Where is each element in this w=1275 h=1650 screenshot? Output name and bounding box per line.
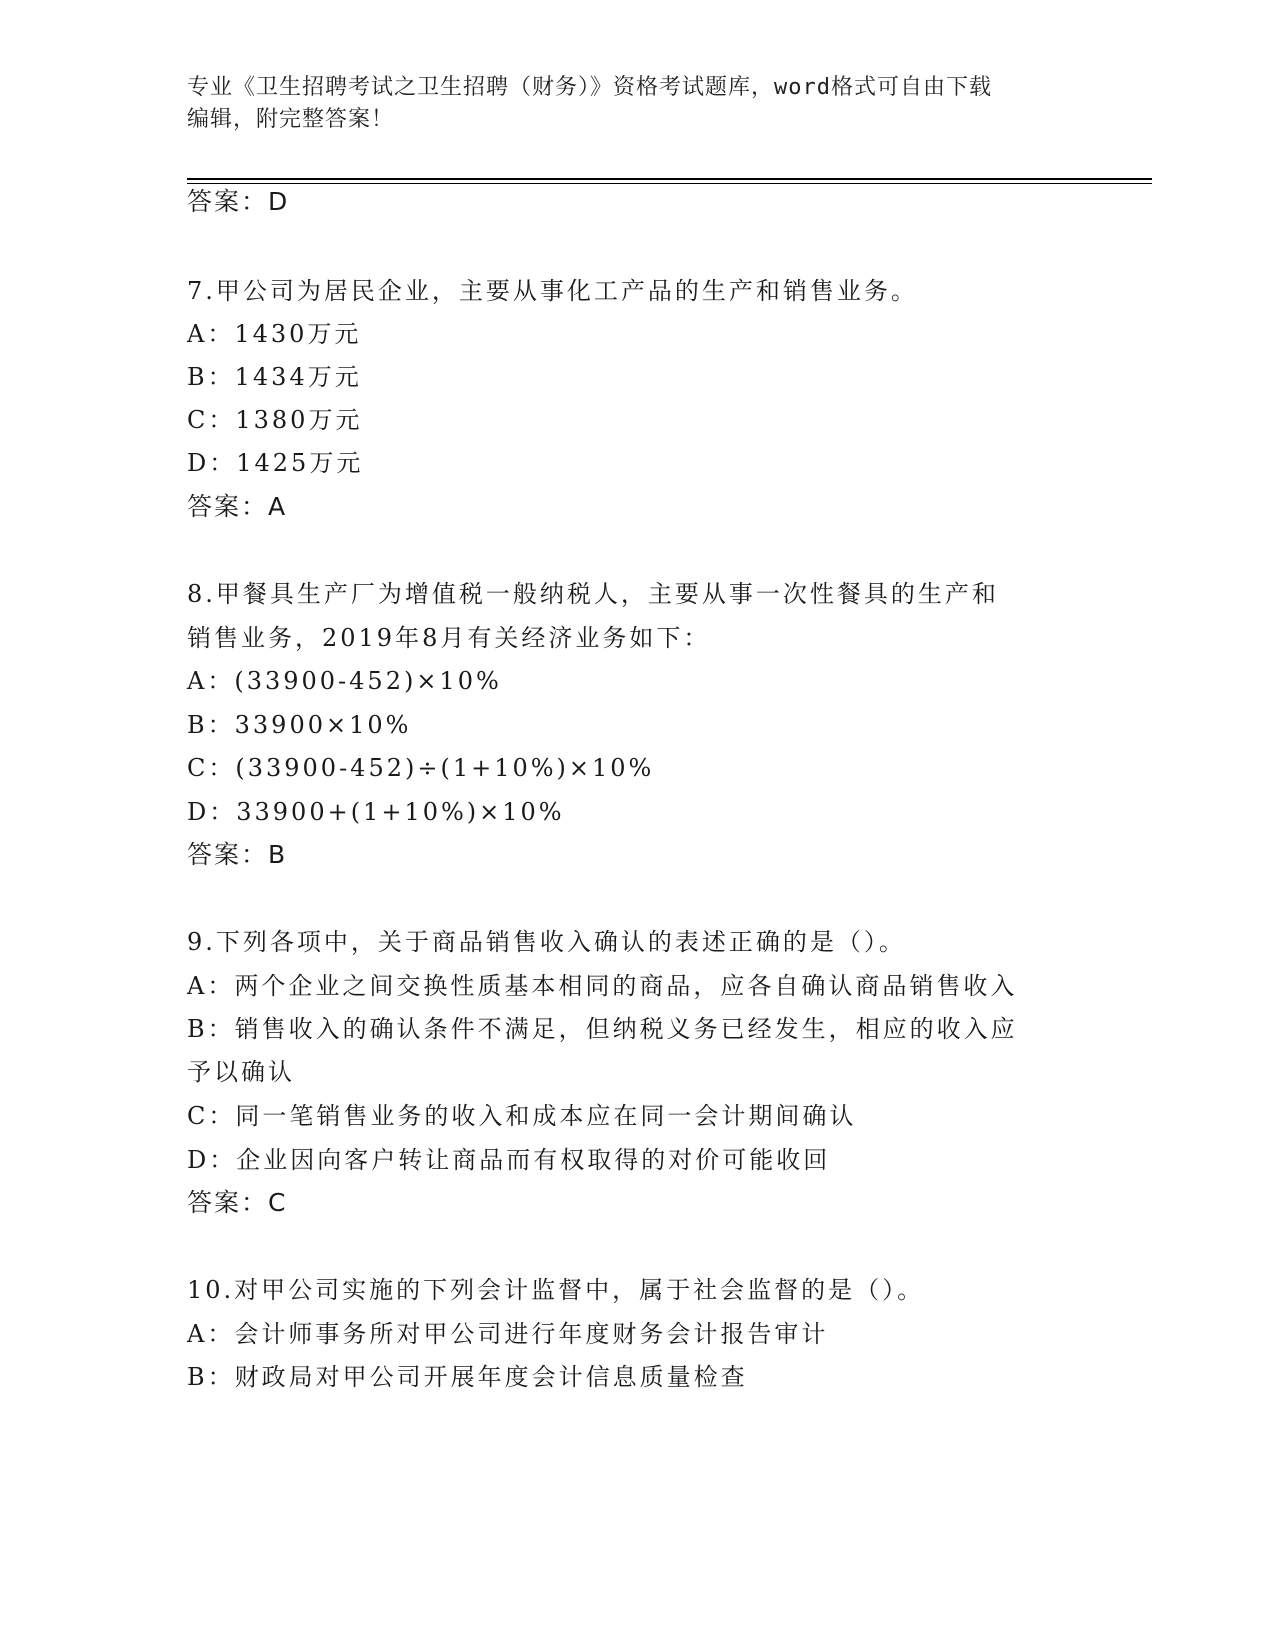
option-line: C：(33900-452)÷(1+10%)×10% [187, 754, 655, 782]
answer-line: 答案：D [187, 187, 290, 216]
question-line: 销售业务，2019年8月有关经济业务如下： [187, 624, 711, 652]
option-line: C：同一笔销售业务的收入和成本应在同一会计期间确认 [187, 1102, 857, 1130]
question-line: 7.甲公司为居民企业，主要从事化工产品的生产和销售业务。 [187, 277, 918, 305]
question-line: 9.下列各项中，关于商品销售收入确认的表述正确的是（）。 [187, 928, 906, 956]
question-line: 8.甲餐具生产厂为增值税一般纳税人，主要从事一次性餐具的生产和 [187, 580, 999, 608]
option-line: 予以确认 [187, 1058, 295, 1086]
option-line: A：两个企业之间交换性质基本相同的商品，应各自确认商品销售收入 [187, 972, 1018, 1000]
option-line: B：销售收入的确认条件不满足，但纳税义务已经发生，相应的收入应 [187, 1015, 1018, 1043]
option-line: A：(33900-452)×10% [187, 667, 502, 695]
option-line: B：1434万元 [187, 363, 362, 391]
option-line: B：33900×10% [187, 711, 412, 739]
answer-line: 答案：B [187, 840, 288, 869]
option-line: A：会计师事务所对甲公司进行年度财务会计报告审计 [187, 1320, 829, 1348]
header-rule-thick [187, 178, 1152, 180]
option-line: D：1425万元 [187, 449, 364, 477]
answer-line: 答案：C [187, 1188, 288, 1217]
option-line: D：33900+(1+10%)×10% [187, 798, 565, 826]
option-line: C：1380万元 [187, 406, 363, 434]
header-rule-thin [187, 183, 1152, 184]
option-line: A：1430万元 [187, 320, 362, 348]
option-line: B：财政局对甲公司开展年度会计信息质量检查 [187, 1363, 748, 1391]
option-line: D：企业因向客户转让商品而有权取得的对价可能收回 [187, 1146, 831, 1174]
header-line-1: 专业《卫生招聘考试之卫生招聘（财务）》资格考试题库，word格式可自由下载 [187, 75, 992, 100]
document-header [187, 72, 1067, 136]
question-line: 10.对甲公司实施的下列会计监督中，属于社会监督的是（）。 [187, 1276, 925, 1304]
answer-line: 答案：A [187, 492, 288, 521]
header-line-2: 编辑，附完整答案！ [187, 107, 395, 132]
